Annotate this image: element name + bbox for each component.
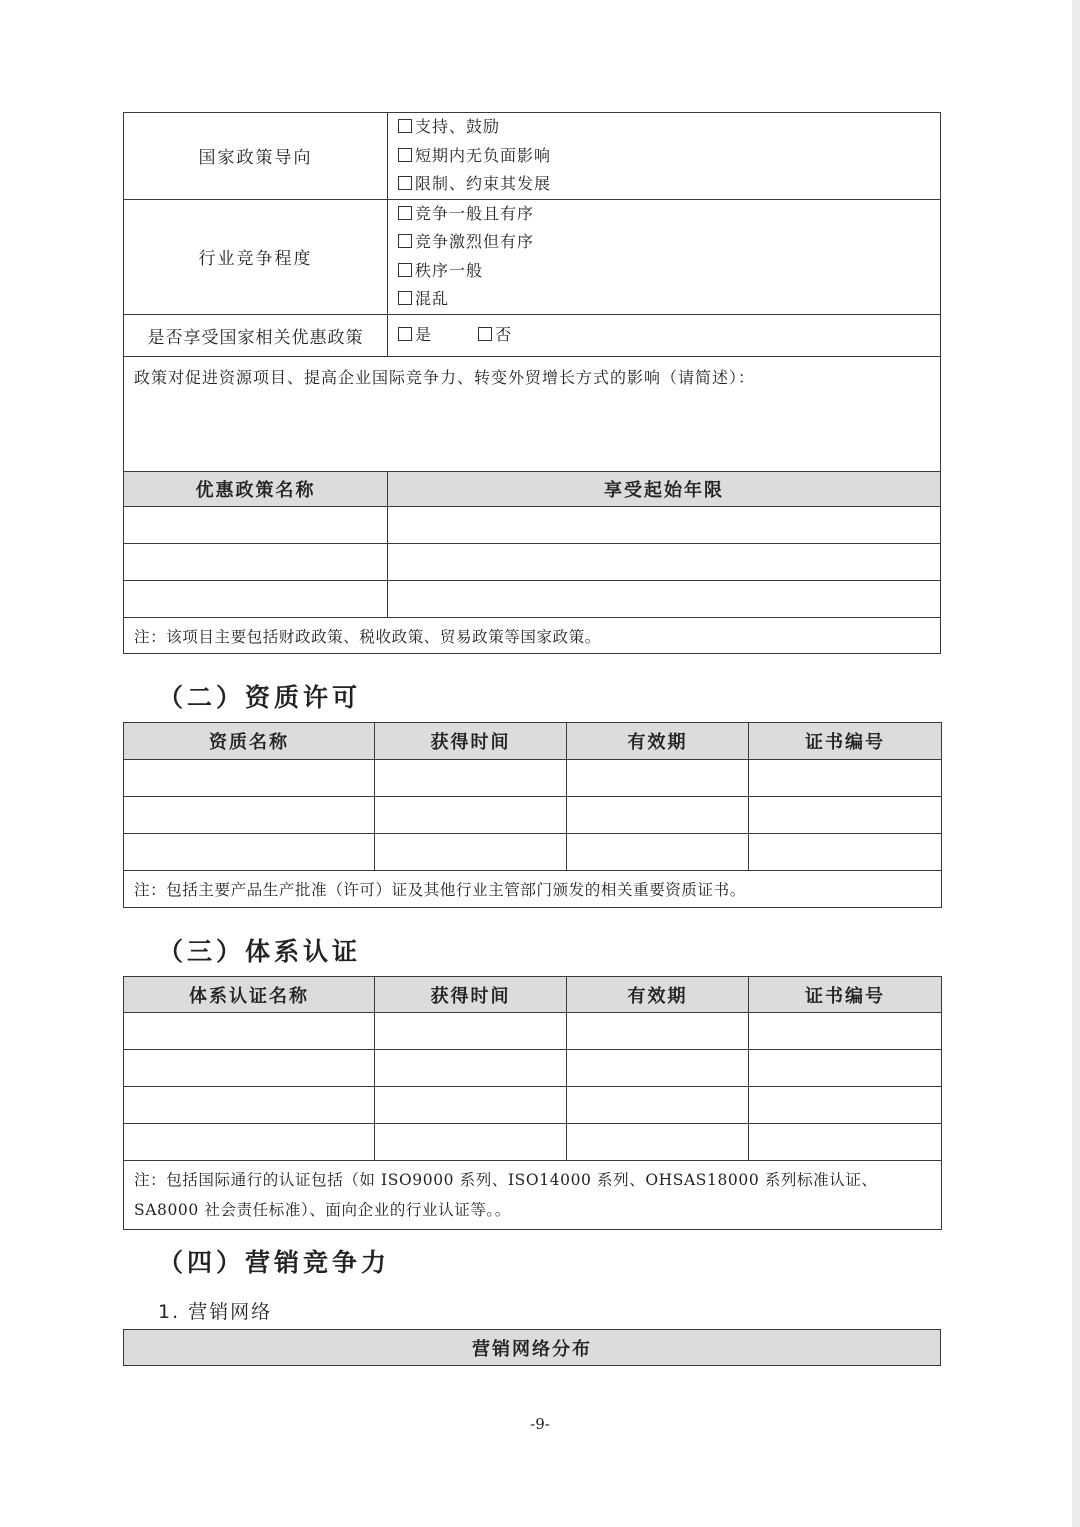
table-cell[interactable]: [124, 581, 388, 618]
table-cell[interactable]: [749, 1124, 942, 1161]
section-heading-certification: （三）体系认证: [158, 937, 362, 966]
table-cell[interactable]: [375, 1050, 567, 1087]
table-cell[interactable]: [124, 1050, 375, 1087]
option-yes[interactable]: [398, 325, 432, 344]
option-label: 否: [495, 324, 513, 344]
column-header: 证书编号: [749, 977, 942, 1013]
column-header: 资质名称: [124, 723, 375, 760]
checkbox-icon[interactable]: [398, 234, 412, 248]
policy-orientation-label: 国家政策导向: [124, 113, 388, 200]
option-order-general[interactable]: [398, 257, 940, 286]
marketing-network-table: [123, 1329, 941, 1366]
table-cell[interactable]: [375, 1124, 567, 1161]
table-cell[interactable]: [567, 1124, 749, 1161]
note-row: [124, 1161, 942, 1230]
policy-orientation-options: [388, 113, 941, 200]
option-general-orderly[interactable]: [398, 200, 940, 229]
option-label: 限制、约束其发展: [415, 174, 552, 193]
column-header: 证书编号: [749, 723, 942, 760]
certification-note-line: SA8000 社会责任标准）、面向企业的行业认证等。。: [134, 1201, 511, 1219]
table-cell[interactable]: [567, 797, 749, 834]
checkbox-icon[interactable]: [398, 119, 412, 133]
table-row: [124, 1050, 942, 1087]
checkbox-icon[interactable]: [398, 263, 412, 277]
impact-row: [124, 356, 941, 473]
table-cell[interactable]: [124, 834, 375, 871]
table-cell[interactable]: [749, 1050, 942, 1087]
option-no-negative[interactable]: [398, 142, 940, 171]
table-row: [124, 581, 941, 618]
preference-row: [124, 314, 941, 356]
option-label: 秩序一般: [415, 260, 484, 280]
competition-options: [388, 199, 941, 314]
column-header: 有效期: [567, 977, 749, 1013]
option-restrict[interactable]: [398, 170, 940, 199]
checkbox-icon[interactable]: [398, 206, 412, 220]
table-cell[interactable]: [375, 834, 567, 871]
table-cell[interactable]: [375, 797, 567, 834]
column-header: 优惠政策名称: [124, 472, 388, 507]
table-cell[interactable]: [124, 797, 375, 834]
table-cell[interactable]: [567, 760, 749, 797]
table-header-row: [124, 977, 942, 1013]
table-cell[interactable]: [749, 1087, 942, 1124]
certification-note-line: 注：包括国际通行的认证包括（如 ISO9000 系列、ISO14000 系列、OHSAS18000 系列标准认证、: [134, 1171, 878, 1189]
policy-note: 注：该项目主要包括财政政策、税收政策、贸易政策等国家政策。: [124, 618, 941, 654]
certification-table: [123, 976, 942, 1230]
table-row: [124, 544, 941, 581]
checkbox-icon[interactable]: [478, 327, 492, 341]
table-header-row: [124, 472, 941, 507]
option-label: 是: [415, 324, 433, 344]
table-cell[interactable]: [388, 581, 941, 618]
table-cell[interactable]: [124, 1087, 375, 1124]
section-heading-marketing: （四）营销竞争力: [158, 1248, 391, 1277]
table-cell[interactable]: [567, 1050, 749, 1087]
note-row: [124, 618, 941, 654]
table-row: [124, 1013, 942, 1050]
option-chaotic[interactable]: [398, 285, 940, 314]
table-row: [124, 760, 942, 797]
table-row: [124, 834, 942, 871]
column-header: 有效期: [567, 723, 749, 760]
option-label: 混乱: [415, 289, 450, 308]
table-cell[interactable]: [749, 1013, 942, 1050]
option-label: 短期内无负面影响: [415, 145, 552, 165]
option-label: 支持、鼓励: [415, 117, 501, 136]
checkbox-icon[interactable]: [398, 327, 412, 341]
table-row: [124, 507, 941, 544]
preference-options: [388, 314, 941, 356]
table-cell[interactable]: [375, 1013, 567, 1050]
option-fierce-orderly[interactable]: [398, 228, 940, 257]
table-cell[interactable]: [124, 1124, 375, 1161]
table-cell[interactable]: [375, 1087, 567, 1124]
table-cell[interactable]: [124, 760, 375, 797]
table-cell[interactable]: [124, 1013, 375, 1050]
table-cell[interactable]: [124, 544, 388, 581]
table-row: [124, 1087, 942, 1124]
column-header: 获得时间: [375, 723, 567, 760]
table-cell[interactable]: [375, 760, 567, 797]
table-cell[interactable]: [749, 834, 942, 871]
qualification-table: [123, 722, 942, 908]
table-cell[interactable]: [567, 1087, 749, 1124]
policy-table: [123, 112, 941, 474]
option-label: 竞争激烈但有序: [415, 232, 535, 251]
checkbox-icon[interactable]: [398, 176, 412, 190]
table-header-row: [124, 723, 942, 760]
table-cell[interactable]: [567, 1013, 749, 1050]
policy-orientation-row: [124, 113, 941, 200]
table-cell[interactable]: [749, 760, 942, 797]
table-cell[interactable]: [124, 507, 388, 544]
table-cell[interactable]: [567, 834, 749, 871]
impact-prompt[interactable]: 政策对促进资源项目、提高企业国际竞争力、转变外贸增长方式的影响（请简述）：: [124, 356, 941, 473]
section-heading-qualification: （二）资质许可: [158, 683, 362, 712]
table-cell[interactable]: [388, 544, 941, 581]
certification-note: [124, 1161, 942, 1230]
option-label: 竞争一般且有序: [415, 203, 535, 223]
table-cell[interactable]: [749, 797, 942, 834]
column-header: 营销网络分布: [124, 1330, 941, 1366]
preference-label: 是否享受国家相关优惠政策: [124, 314, 388, 356]
table-row: [124, 1124, 942, 1161]
competition-label: 行业竞争程度: [124, 199, 388, 314]
column-header: 享受起始年限: [388, 472, 941, 507]
page-number: -9-: [530, 1415, 550, 1433]
column-header: 获得时间: [375, 977, 567, 1013]
qualification-note: 注：包括主要产品生产批准（许可）证及其他行业主管部门颁发的相关重要资质证书。: [124, 871, 942, 908]
preferential-policy-table: [123, 471, 941, 654]
option-no[interactable]: [478, 325, 512, 344]
checkbox-icon[interactable]: [398, 291, 412, 305]
column-header: 体系认证名称: [124, 977, 375, 1013]
option-support[interactable]: [398, 113, 940, 142]
checkbox-icon[interactable]: [398, 148, 412, 162]
note-row: [124, 871, 942, 908]
subheading-marketing-network: 1. 营销网络: [158, 1301, 273, 1323]
table-row: [124, 797, 942, 834]
page-edge: [1072, 0, 1080, 1527]
table-cell[interactable]: [388, 507, 941, 544]
competition-row: [124, 199, 941, 314]
table-header-row: [124, 1330, 941, 1366]
